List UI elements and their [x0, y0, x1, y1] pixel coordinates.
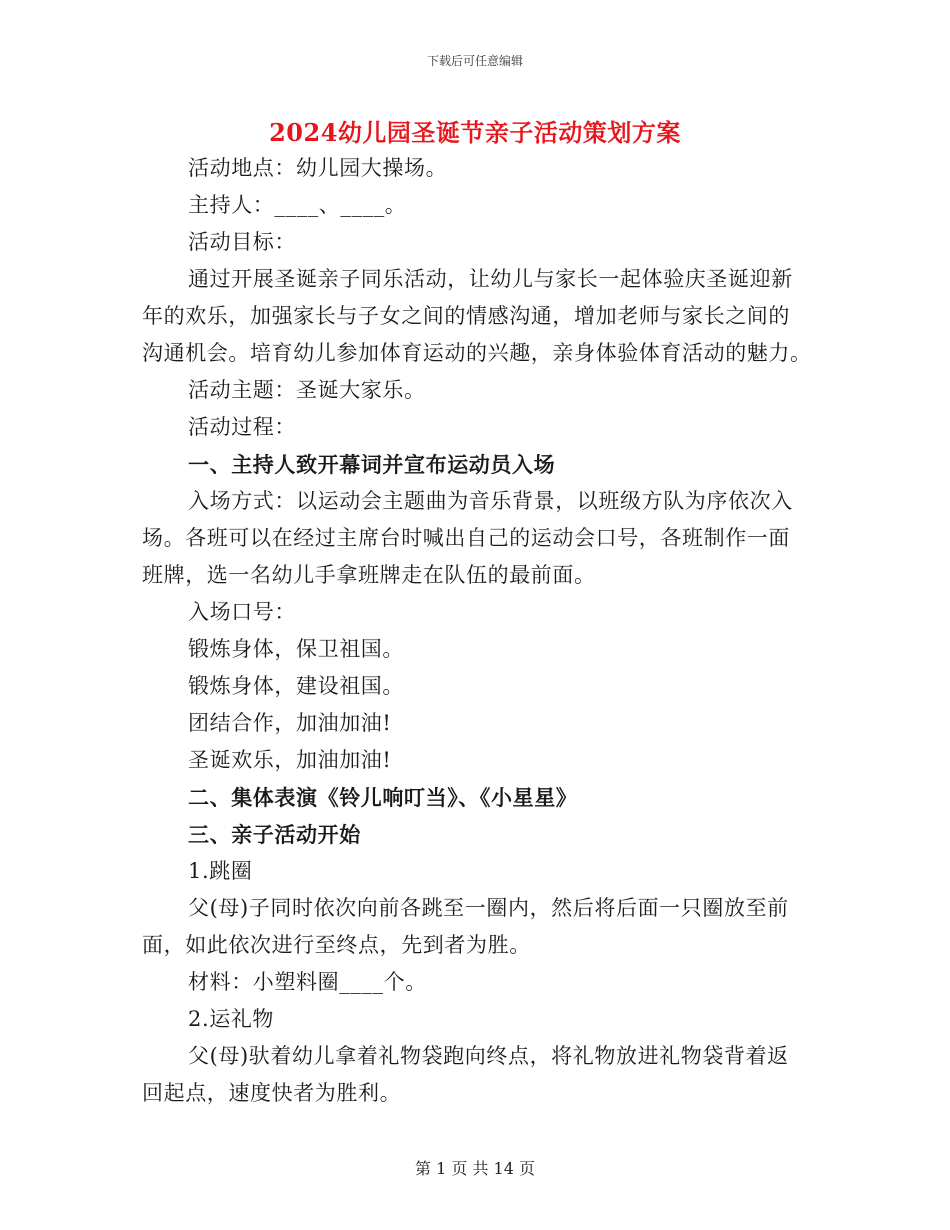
- body-paragraph-line: 父(母)子同时依次向前各跳至一圈内，然后将后面一只圈放至前: [188, 896, 789, 920]
- section-heading: 一、主持人致开幕词并宣布运动员入场: [188, 452, 556, 477]
- body-paragraph-line: 活动过程：: [188, 415, 296, 439]
- body-paragraph-line: 锻炼身体，保卫祖国。: [188, 637, 404, 661]
- body-paragraph-line: 父(母)驮着幼儿拿着礼物袋跑向终点，将礼物放进礼物袋背着返: [188, 1044, 789, 1068]
- body-paragraph-line: 主持人：____、____。: [188, 193, 407, 217]
- body-paragraph-line: 锻炼身体，建设祖国。: [188, 674, 404, 698]
- body-paragraph-line: 班牌，选一名幼儿手拿班牌走在队伍的最前面。: [142, 563, 596, 587]
- body-paragraph-line: 年的欢乐，加强家长与子女之间的情感沟通，增加老师与家长之间的: [142, 304, 790, 328]
- document-body: [142, 150, 810, 1112]
- body-paragraph-line: 活动主题：圣诞大家乐。: [188, 378, 426, 402]
- body-paragraph-line: 材料：小塑料圈____个。: [188, 970, 427, 994]
- body-paragraph-line: 通过开展圣诞亲子同乐活动，让幼儿与家长一起体验庆圣诞迎新: [188, 267, 793, 291]
- section-heading: 三、亲子活动开始: [188, 822, 361, 847]
- body-paragraph-line: 活动地点：幼儿园大操场。: [188, 156, 448, 180]
- document-title: 2024幼儿园圣诞节亲子活动策划方案: [269, 118, 681, 147]
- page-number: 第 1 页 共 14 页: [415, 1159, 535, 1178]
- body-paragraph-line: 场。各班可以在经过主席台时喊出自己的运动会口号，各班制作一面: [142, 526, 790, 550]
- body-paragraph-line: 入场口号：: [188, 600, 296, 624]
- body-paragraph-line: 回起点，速度快者为胜利。: [142, 1081, 402, 1105]
- body-paragraph-line: 1.跳圈: [188, 859, 253, 883]
- body-paragraph-line: 沟通机会。培育幼儿参加体育运动的兴趣，亲身体验体育活动的魅力。: [142, 341, 812, 365]
- body-paragraph-line: 入场方式：以运动会主题曲为音乐背景，以班级方队为序依次入: [188, 489, 793, 513]
- body-paragraph-line: 团结合作，加油加油!: [188, 711, 392, 735]
- body-paragraph-line: 活动目标：: [188, 230, 296, 254]
- page-header-note: 下载后可任意编辑: [426, 54, 523, 68]
- body-paragraph-line: 2.运礼物: [188, 1007, 275, 1031]
- body-paragraph-line: 圣诞欢乐，加油加油!: [188, 748, 392, 772]
- body-paragraph-line: 面，如此依次进行至终点，先到者为胜。: [142, 933, 531, 957]
- section-heading: 二、集体表演《铃儿响叮当》、《小星星》: [188, 785, 578, 810]
